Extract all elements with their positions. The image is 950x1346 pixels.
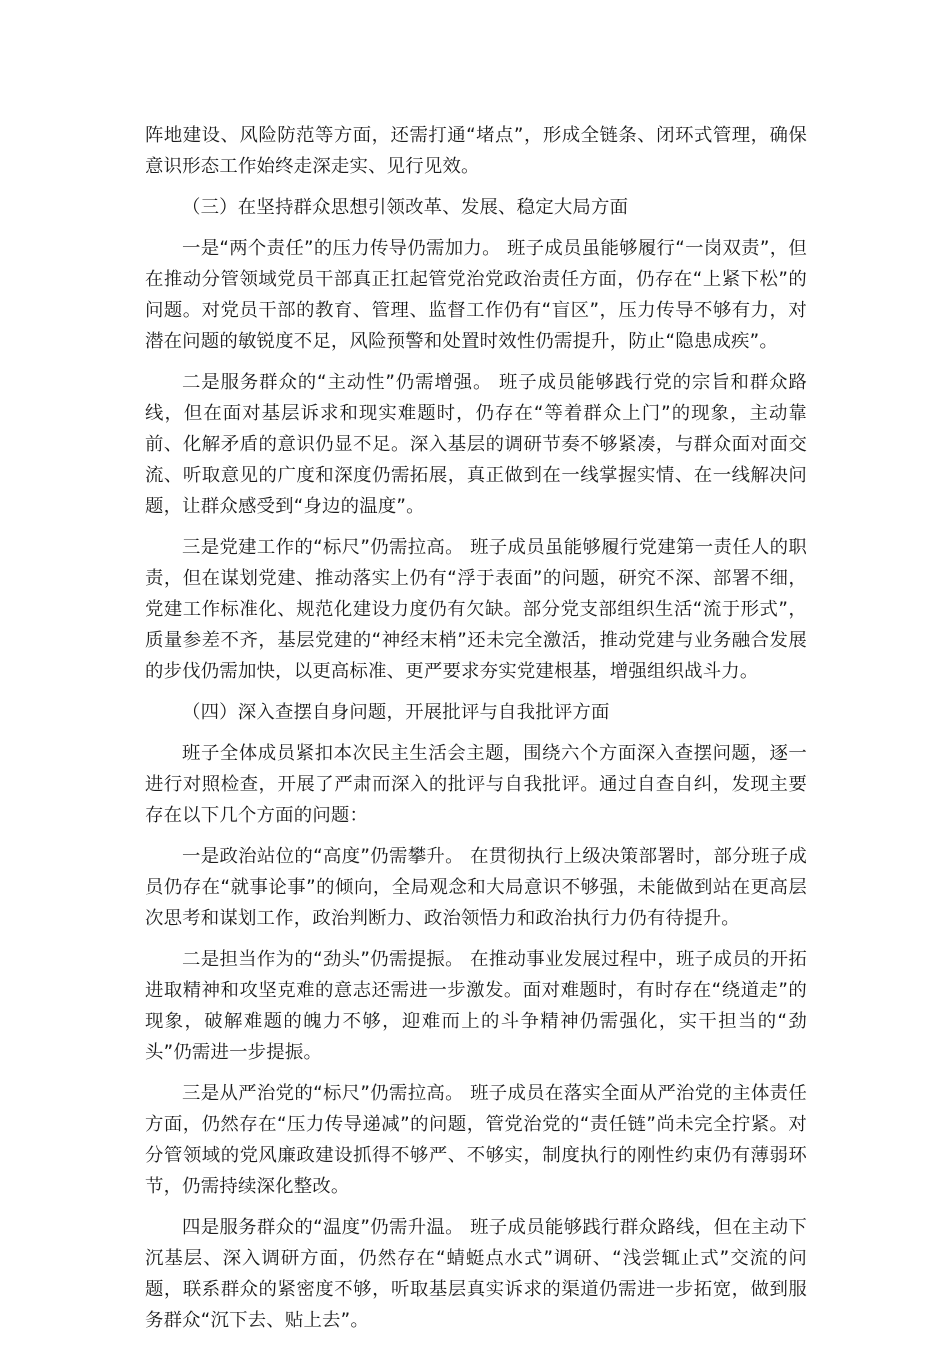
document-page [145, 120, 807, 1346]
item-lead: 三是党建工作的“标尺”仍需拉高。 [182, 537, 464, 558]
item-body: 在贯彻执行上级决策部署时，部分班子成员仍存在“就事论事”的倾向，全局观念和大局意识不够强，未能做到站在更高层次思考和谋划工作，政治判断力、政治领悟力和政治执行力仍有待提升。 [145, 846, 807, 929]
item-lead: 一是政治站位的“高度”仍需攀升。 [182, 846, 464, 867]
section4-item-1 [145, 841, 807, 934]
section3-item-2 [145, 367, 807, 522]
section4-intro: 班子全体成员紧扣本次民主生活会主题，围绕六个方面深入查摆问题，逐一进行对照检查，开展了严肃而深入的批评与自我批评。通过自查自纠，发现主要存在以下几个方面的问题： [145, 743, 807, 826]
section-heading-3: （三）在坚持群众思想引领改革、发展、稳定大局方面 [182, 197, 629, 218]
item-body: 班子成员在落实全面从严治党的主体责任方面，仍然存在“压力传导递减”的问题，管党治党的“责任链”尚未完全拧紧。对分管领域的党风廉政建设抓得不够严、不够实，制度执行的刚性约束仍有薄弱环节，仍需持续深化整改。 [145, 1083, 807, 1197]
item-lead: 二是服务群众的“主动性”仍需增强。 [182, 372, 493, 393]
section3-item-1 [145, 233, 807, 357]
section4-item-2 [145, 944, 807, 1068]
item-lead: 一是“两个责任”的压力传导仍需加力。 [182, 238, 501, 259]
section4-item-3 [145, 1078, 807, 1202]
item-lead: 三是从严治党的“标尺”仍需拉高。 [182, 1083, 464, 1104]
section3-item-3 [145, 532, 807, 687]
item-body: 在推动事业发展过程中，班子成员的开拓进取精神和攻坚克难的意志还需进一步激发。面对难题时，有时存在“绕道走”的现象，破解难题的魄力不够，迎难而上的斗争精神仍需强化，实干担当的“劲头”仍需进一步提振。 [145, 949, 807, 1063]
item-body: 班子成员虽能够履行“一岗双责”，但在推动分管领域党员干部真正扛起管党治党政治责任方面，仍存在“上紧下松”的问题。对党员干部的教育、管理、监督工作仍有“盲区”，压力传导不够有力，对潜在问题的敏锐度不足，风险预警和处置时效性仍需提升，防止“隐患成疾”。 [145, 238, 807, 352]
paragraph-continued: 阵地建设、风险防范等方面，还需打通“堵点”，形成全链条、闭环式管理，确保意识形态工作始终走深走实、见行见效。 [145, 125, 807, 177]
item-body: 班子成员虽能够履行党建第一责任人的职责，但在谋划党建、推动落实上仍有“浮于表面”的问题，研究不深、部署不细，党建工作标准化、规范化建设力度仍有欠缺。部分党支部组织生活“流于形式”，质量参差不齐，基层党建的“神经末梢”还未完全激活，推动党建与业务融合发展的步伐仍需加快，以更高标准、更严要求夯实党建根基，增强组织战斗力。 [145, 537, 807, 682]
item-body: 班子成员能够践行党的宗旨和群众路线，但在面对基层诉求和现实难题时，仍存在“等着群众上门”的现象，主动靠前、化解矛盾的意识仍显不足。深入基层的调研节奏不够紧凑，与群众面对面交流、听取意见的广度和深度仍需拓展，真正做到在一线掌握实情、在一线解决问题，让群众感受到“身边的温度”。 [145, 372, 807, 517]
item-lead: 四是服务群众的“温度”仍需升温。 [182, 1217, 464, 1238]
section4-item-4 [145, 1212, 807, 1336]
section-heading-4: （四）深入查摆自身问题，开展批评与自我批评方面 [182, 702, 610, 723]
item-body: 班子成员能够践行群众路线，但在主动下沉基层、深入调研方面，仍然存在“蜻蜓点水式”调研、“浅尝辄止式”交流的问题，联系群众的紧密度不够，听取基层真实诉求的渠道仍需进一步拓宽，做到服务群众“沉下去、贴上去”。 [145, 1217, 807, 1331]
item-lead: 二是担当作为的“劲头”仍需提振。 [182, 949, 464, 970]
